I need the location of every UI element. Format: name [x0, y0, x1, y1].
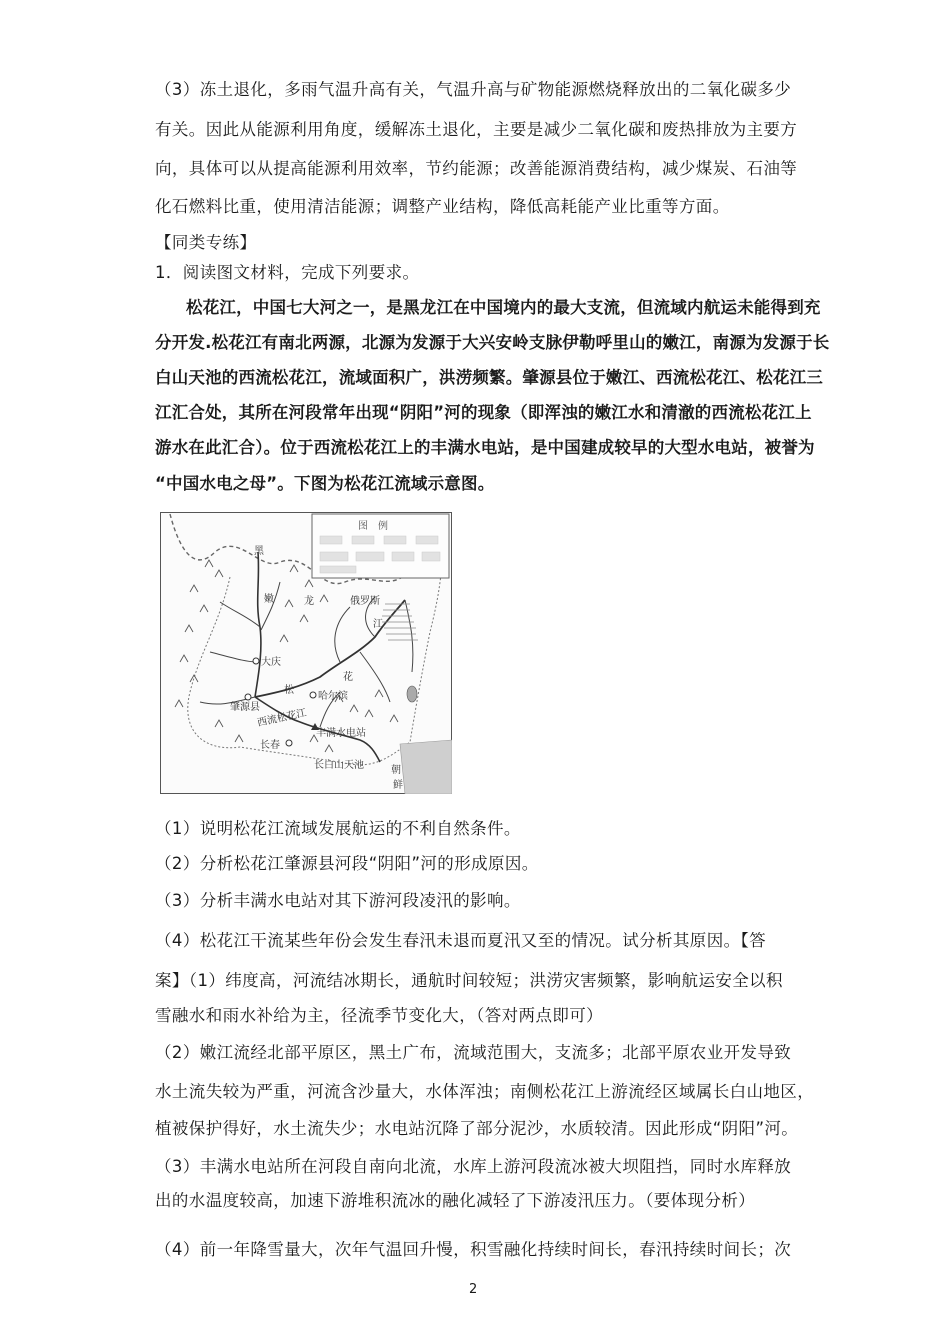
- map-label: 鲜: [393, 780, 403, 791]
- legend-title: 图 例: [358, 521, 388, 532]
- material-line: 江汇合处，其所在河段常年出现“阴阳”河的现象（即浑浊的嫩江水和清澈的西流松花江上: [155, 403, 812, 422]
- section-heading: 【同类专练】: [155, 233, 257, 252]
- answer-line: （3）丰满水电站所在河段自南向北流，水库上游河段流冰被大坝阻挡，同时水库释放: [155, 1157, 792, 1176]
- map-label: 长白山天池: [314, 760, 364, 771]
- songhua-river-basin-map: [160, 512, 452, 794]
- question-line: （4）松花江干流某些年份会发生春汛未退而夏汛又至的情况。试分析其原因。【答: [155, 931, 767, 950]
- map-label: 大庆: [261, 657, 281, 668]
- text-line: 化石燃料比重，使用清洁能源；调整产业结构，降低高耗能产业比重等方面。: [155, 197, 730, 216]
- map-label: 朝: [391, 765, 401, 776]
- text-line: 向，具体可以从提高能源利用效率，节约能源；改善能源消费结构，减少煤炭、石油等: [155, 159, 798, 178]
- question-intro: 1．阅读图文材料，完成下列要求。: [155, 263, 420, 282]
- map-label: 嫩: [264, 594, 274, 605]
- lake: [407, 686, 417, 702]
- answer-line: 植被保护得好，水土流失少；水电站沉降了部分泥沙，水质较清。因此形成“阴阳”河。: [155, 1119, 799, 1138]
- material-line: “中国水电之母”。下图为松花江流域示意图。: [155, 474, 495, 493]
- material-line: 分开发.松花江有南北两源，北源为发源于大兴安岭支脉伊勒呼里山的嫩江，南源为发源于长: [155, 333, 830, 352]
- answer-line: 案】（1）纬度高，河流结冰期长，通航时间较短；洪涝灾害频繁，影响航运安全以积: [155, 971, 783, 990]
- question-line: （2）分析松花江肇源县河段“阴阳”河的形成原因。: [155, 854, 539, 873]
- answer-line: 雪融水和雨水补给为主，径流季节变化大，（答对两点即可）: [155, 1006, 604, 1025]
- map-label: 松: [284, 685, 294, 696]
- korea-area: [400, 740, 452, 794]
- map-label: 江: [373, 619, 383, 630]
- question-line: （3）分析丰满水电站对其下游河段凌汛的影响。: [155, 891, 521, 910]
- map-label: 俄罗斯: [350, 596, 380, 607]
- question-line: （1）说明松花江流域发展航运的不利自然条件。: [155, 819, 521, 838]
- answer-line: 出的水温度较高，加速下游堆积流冰的融化减轻了下游凌汛压力。（要体现分析）: [155, 1191, 756, 1210]
- map-label: 黑: [254, 546, 264, 557]
- page-number: 2: [469, 1282, 478, 1297]
- text-line: （3）冻土退化，多雨气温升高有关，气温升高与矿物能源燃烧释放出的二氧化碳多少: [155, 80, 792, 99]
- map-label: 丰满水电站: [316, 728, 366, 739]
- answer-line: （4）前一年降雪量大，次年气温回升慢，积雪融化持续时间长，春汛持续时间长；次: [155, 1240, 792, 1259]
- map-label: 肇源县: [230, 702, 260, 713]
- answer-line: （2）嫩江流经北部平原区，黑土广布，流域范围大，支流多；北部平原农业开发导致: [155, 1043, 792, 1062]
- map-label: 西流松花江: [256, 707, 308, 729]
- material-line: 白山天池的西流松花江，流域面积广，洪涝频繁。肇源县位于嫩江、西流松花江、松花江三: [155, 368, 823, 387]
- material-line: 松花江，中国七大河之一，是黑龙江在中国境内的最大支流，但流域内航运未能得到充: [186, 298, 821, 317]
- map-label: 长春: [260, 740, 280, 751]
- answer-line: 水土流失较为严重，河流含沙量大，水体浑浊；南侧松花江上游流经区域属长白山地区，: [155, 1082, 815, 1101]
- map-label: 龙: [304, 596, 314, 607]
- material-line: 游水在此汇合）。位于西流松花江上的丰满水电站，是中国建成较早的大型水电站，被誉为: [155, 438, 815, 457]
- map-label: 哈尔滨: [318, 691, 348, 702]
- text-line: 有关。因此从能源利用角度，缓解冻土退化，主要是减少二氧化碳和废热排放为主要方: [155, 120, 798, 139]
- map-label: 花: [343, 672, 353, 683]
